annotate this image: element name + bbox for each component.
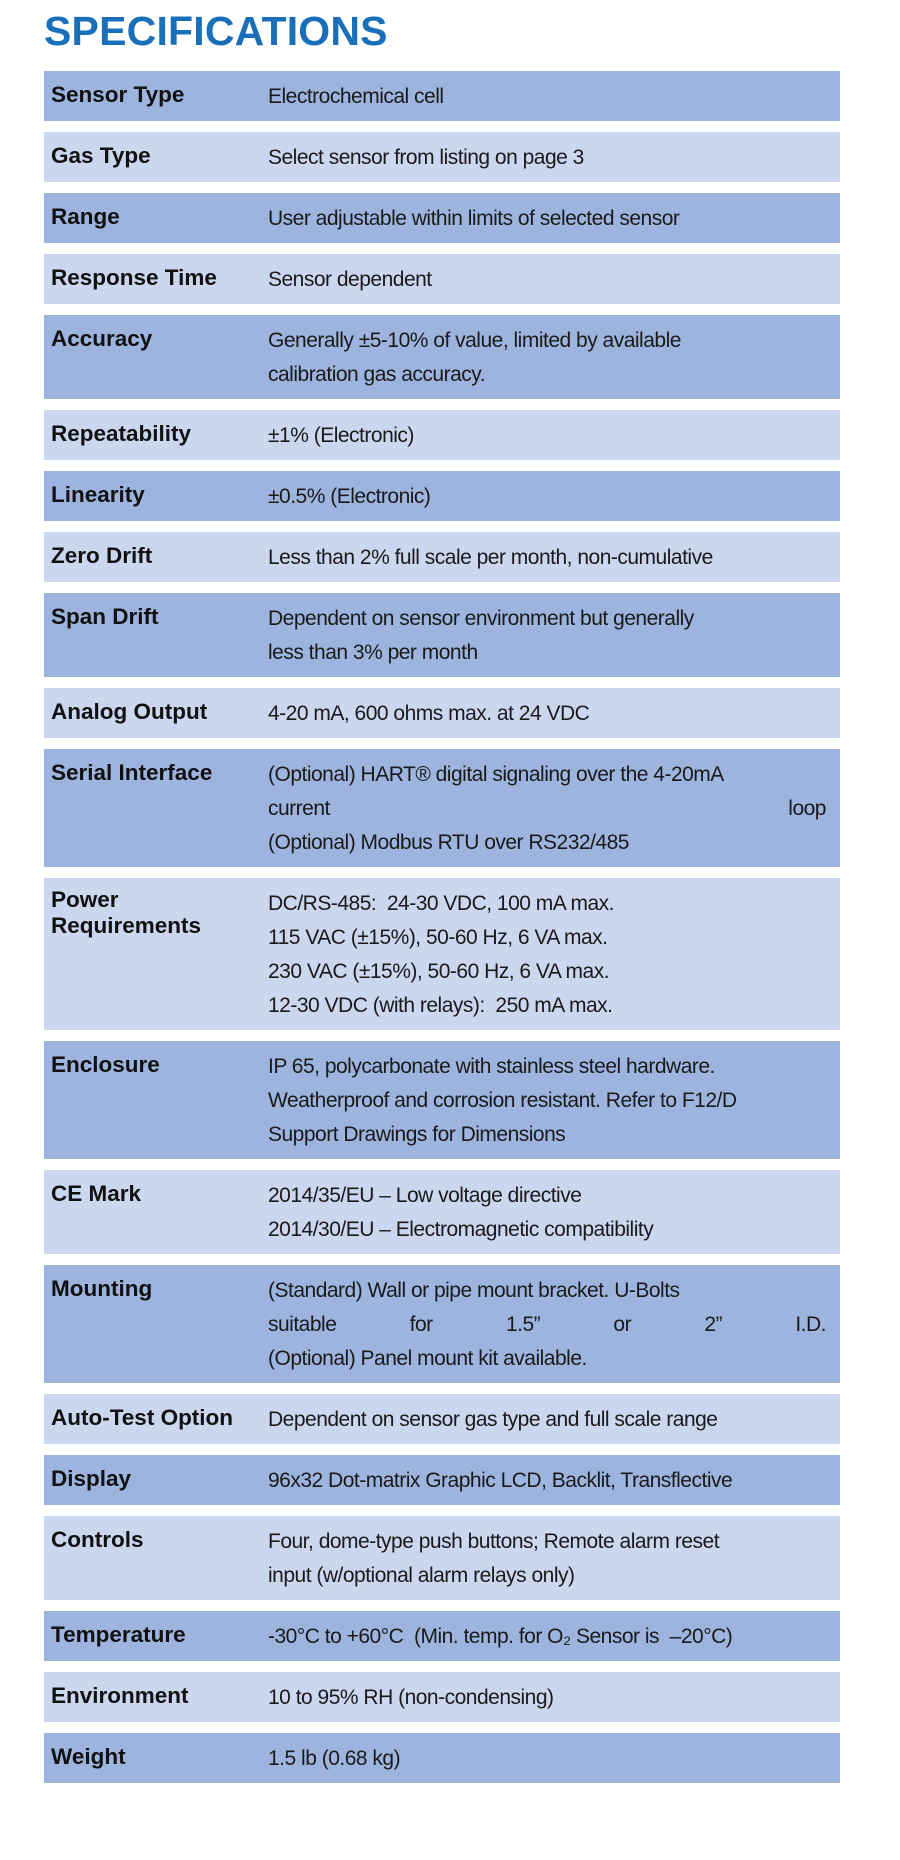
- spec-value-line: Support Drawings for Dimensions: [268, 1123, 566, 1146]
- spec-label: Gas Type: [51, 143, 151, 168]
- spec-value-line: 2014/35/EU – Low voltage directive: [268, 1184, 582, 1207]
- spec-label: Repeatability: [51, 421, 192, 446]
- spec-label: Display: [51, 1466, 132, 1491]
- spec-value-line: IP 65, polycarbonate with stainless steel hardware.: [268, 1055, 715, 1078]
- spec-value: [266, 1274, 840, 1376]
- spec-row: [44, 132, 840, 182]
- spec-value: [266, 1050, 840, 1152]
- spec-row: [44, 1041, 840, 1159]
- spec-value-line: current loop: [268, 797, 826, 820]
- spec-value-line: 4-20 mA, 600 ohms max. at 24 VDC: [268, 702, 590, 725]
- spec-row: [44, 1611, 840, 1661]
- spec-value-line: 10 to 95% RH (non-condensing): [268, 1686, 554, 1709]
- spec-value-line: 115 VAC (±15%), 50-60 Hz, 6 VA max.: [268, 926, 608, 949]
- spec-value: [266, 1681, 840, 1715]
- spec-label: Linearity: [51, 482, 145, 507]
- spec-row: [44, 193, 840, 243]
- spec-value-line: User adjustable within limits of selected sensor: [268, 207, 680, 230]
- spec-value-line: Electrochemical cell: [268, 85, 444, 108]
- spec-label: CE Mark: [51, 1181, 142, 1206]
- spec-value-line: (Optional) Panel mount kit available.: [268, 1347, 587, 1370]
- spec-value: [266, 602, 840, 670]
- spec-label: Environment: [51, 1683, 189, 1708]
- spec-row: [44, 532, 840, 582]
- spec-label: Analog Output: [51, 699, 208, 724]
- spec-value: [266, 1403, 840, 1437]
- spec-value: [266, 419, 840, 453]
- spec-value: [266, 263, 840, 297]
- spec-value-line: (Standard) Wall or pipe mount bracket. U-Bolts: [268, 1279, 680, 1302]
- spec-value-line: suitable for 1.5” or 2” I.D.: [268, 1313, 826, 1336]
- spec-label: Enclosure: [51, 1052, 160, 1077]
- spec-value: [266, 1742, 840, 1776]
- spec-value-line: (Optional) HART® digital signaling over the 4-20mA: [268, 763, 724, 786]
- spec-value-line: Dependent on sensor gas type and full scale range: [268, 1408, 718, 1431]
- spec-row: [44, 1394, 840, 1444]
- spec-value: [266, 80, 840, 114]
- spec-label: Temperature: [51, 1622, 186, 1647]
- spec-label: Sensor Type: [51, 82, 185, 107]
- spec-label: Response Time: [51, 265, 217, 290]
- spec-value: [266, 1525, 840, 1593]
- spec-value-line: 1.5 lb (0.68 kg): [268, 1747, 401, 1770]
- spec-value: [266, 141, 840, 175]
- spec-value-line: ±0.5% (Electronic): [268, 485, 431, 508]
- spec-value-line: Weatherproof and corrosion resistant. Refer to F12/D: [268, 1089, 737, 1112]
- spec-value-line: Generally ±5-10% of value, limited by available: [268, 329, 681, 352]
- spec-value: [266, 758, 840, 860]
- spec-row: [44, 71, 840, 121]
- spec-value: [266, 1464, 840, 1498]
- spec-value: [266, 480, 840, 514]
- spec-value-line: Four, dome-type push buttons; Remote alarm reset: [268, 1530, 720, 1553]
- spec-label: Accuracy: [51, 326, 153, 351]
- spec-label: Controls: [51, 1527, 144, 1552]
- spec-row: [44, 1516, 840, 1600]
- spec-value-line: less than 3% per month: [268, 641, 478, 664]
- spec-value-line: (Optional) Modbus RTU over RS232/485: [268, 831, 629, 854]
- spec-row: [44, 1733, 840, 1783]
- spec-value-line: calibration gas accuracy.: [268, 363, 486, 386]
- spec-label: Weight: [51, 1744, 126, 1769]
- spec-value-line: Sensor dependent: [268, 268, 432, 291]
- spec-label: Auto-Test Option: [51, 1405, 234, 1430]
- spec-row: [44, 410, 840, 460]
- spec-label: Mounting: [51, 1276, 153, 1301]
- spec-value-line: 96x32 Dot-matrix Graphic LCD, Backlit, Transflective: [268, 1469, 733, 1492]
- spec-row: [44, 1455, 840, 1505]
- spec-label: Range: [51, 204, 120, 229]
- spec-value: [266, 202, 840, 236]
- spec-row: [44, 749, 840, 867]
- spec-row: [44, 688, 840, 738]
- spec-label: Serial Interface: [51, 760, 213, 785]
- spec-row: [44, 254, 840, 304]
- spec-value: [266, 697, 840, 731]
- spec-value-line: Less than 2% full scale per month, non-cumulative: [268, 546, 713, 569]
- spec-row: [44, 1170, 840, 1254]
- spec-label: Power Requirements: [51, 887, 202, 938]
- spec-value-line: ±1% (Electronic): [268, 424, 414, 447]
- spec-value: [266, 324, 840, 392]
- spec-row: [44, 593, 840, 677]
- spec-value: [266, 887, 840, 1023]
- spec-value-line: DC/RS-485: 24-30 VDC, 100 mA max.: [268, 892, 614, 915]
- spec-row: [44, 315, 840, 399]
- spec-value-line: 2014/30/EU – Electromagnetic compatibility: [268, 1218, 654, 1241]
- spec-label: Span Drift: [51, 604, 159, 629]
- specifications-table: [44, 71, 840, 1794]
- spec-label: Zero Drift: [51, 543, 153, 568]
- spec-value-line: Select sensor from listing on page 3: [268, 146, 584, 169]
- spec-row: [44, 1265, 840, 1383]
- spec-value: [266, 1179, 840, 1247]
- spec-value-line: -30°C to +60°C (Min. temp. for O₂ Sensor is –20°C): [268, 1625, 733, 1648]
- spec-value-line: Dependent on sensor environment but generally: [268, 607, 694, 630]
- spec-value: [266, 1620, 840, 1654]
- spec-value-line: input (w/optional alarm relays only): [268, 1564, 575, 1587]
- spec-row: [44, 1672, 840, 1722]
- page-title: SPECIFICATIONS: [44, 8, 388, 54]
- spec-row: [44, 878, 840, 1030]
- spec-value: [266, 541, 840, 575]
- spec-row: [44, 471, 840, 521]
- spec-value-line: 230 VAC (±15%), 50-60 Hz, 6 VA max.: [268, 960, 610, 983]
- spec-value-line: 12-30 VDC (with relays): 250 mA max.: [268, 994, 613, 1017]
